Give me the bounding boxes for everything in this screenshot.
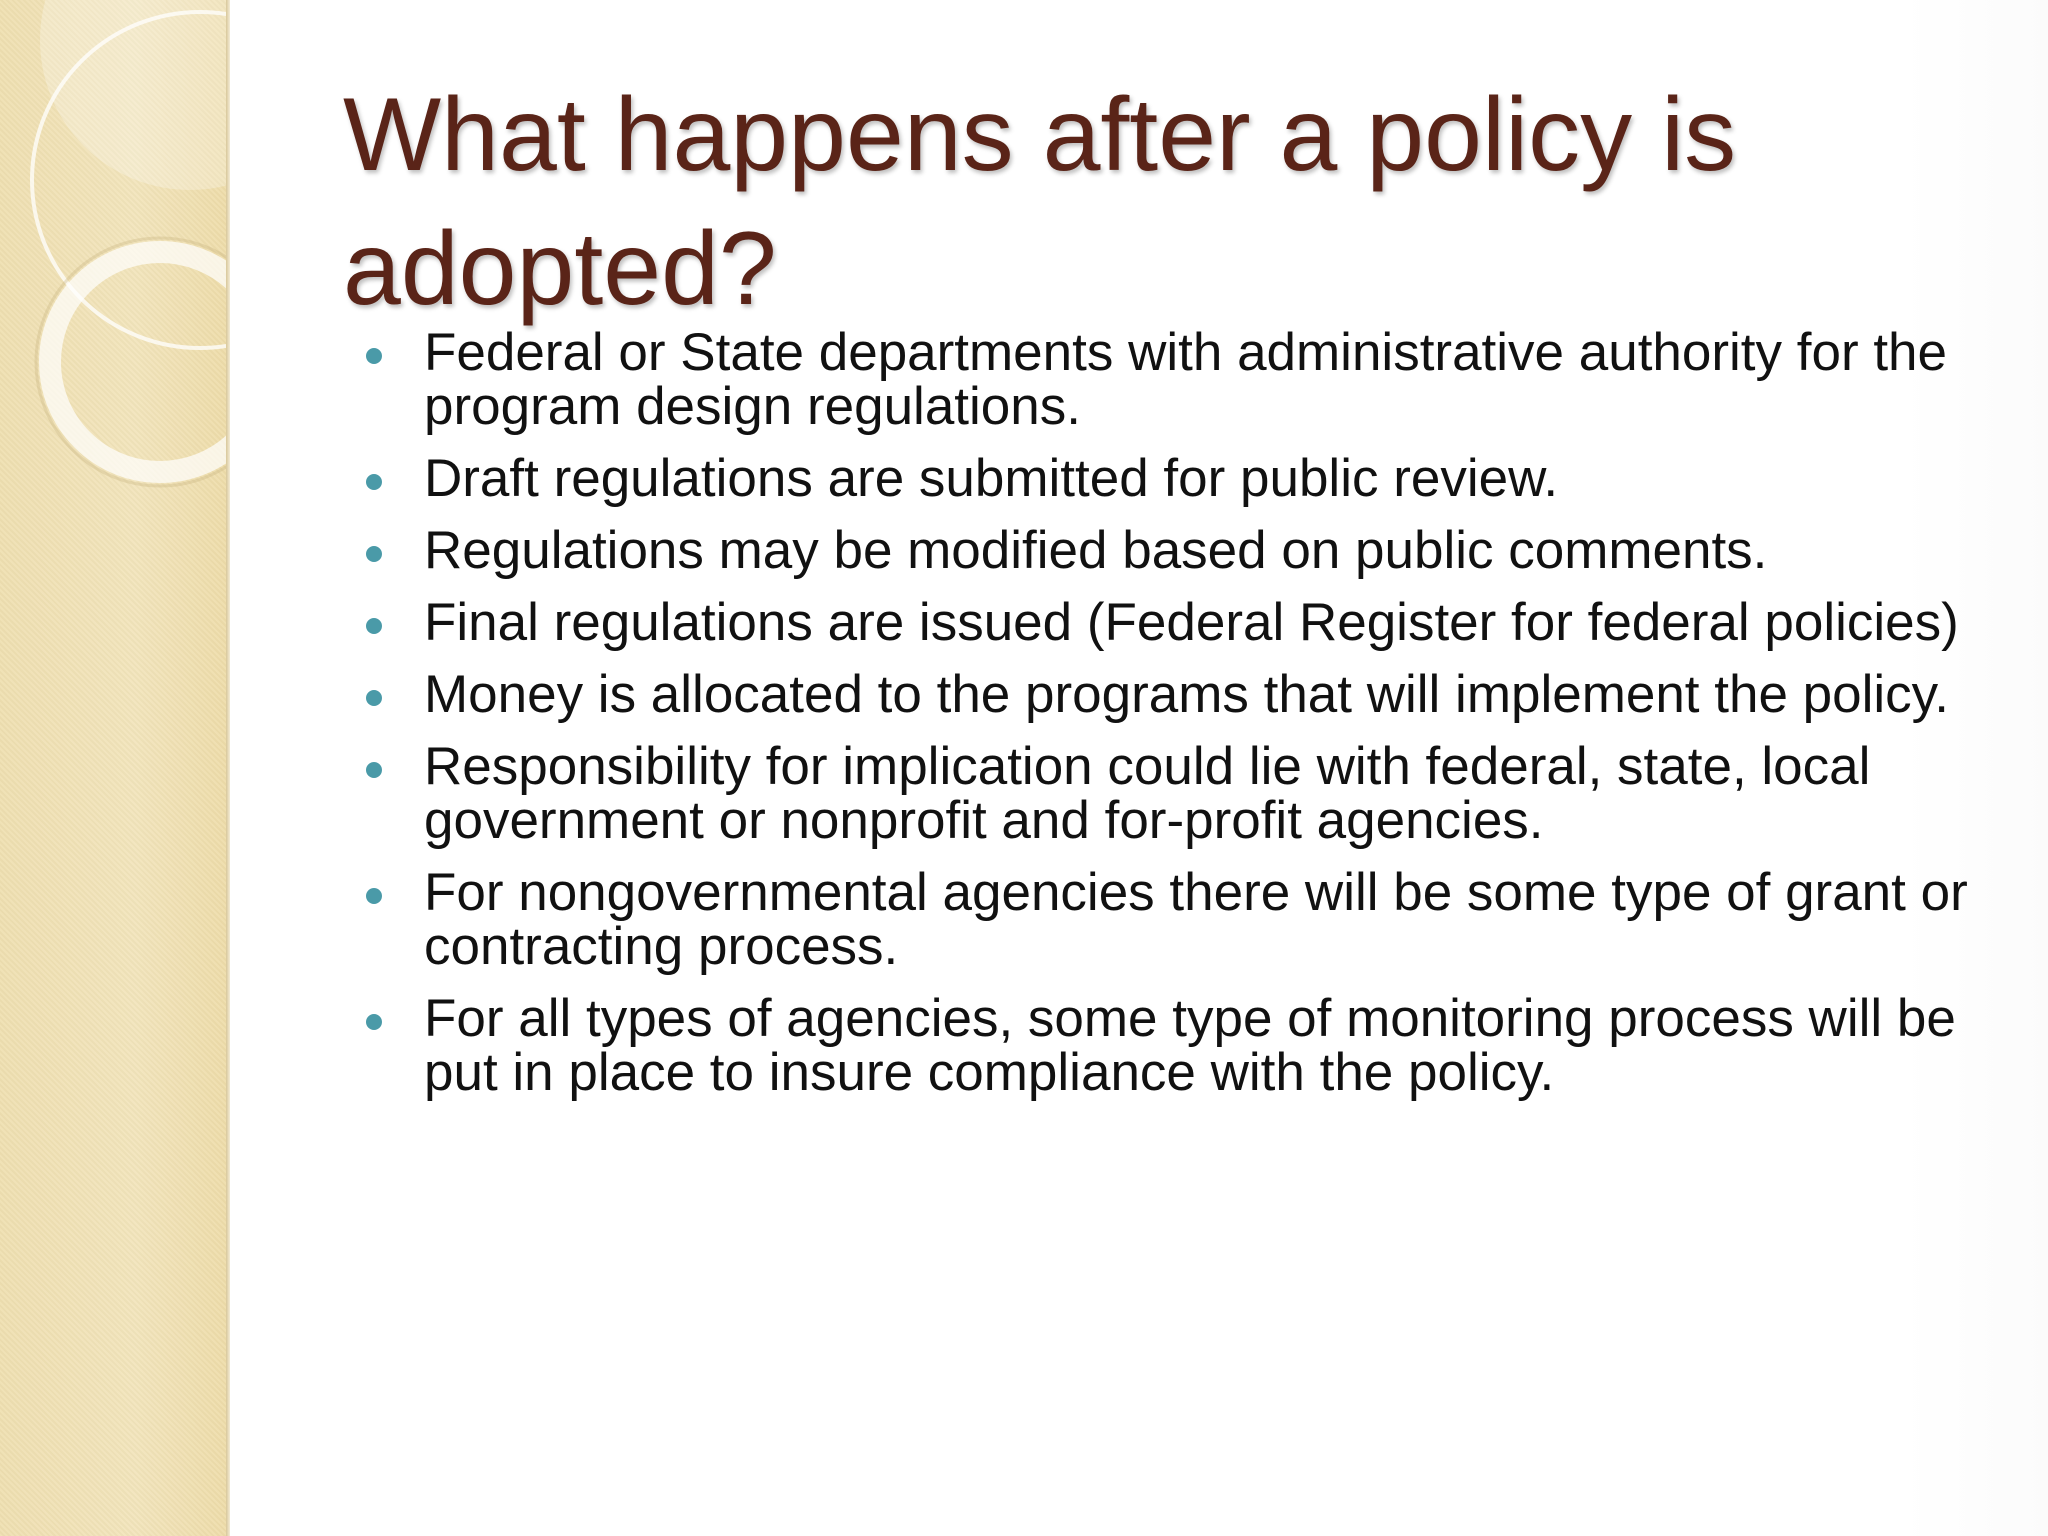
bullet-text: Responsibility for implication could lie with federal, state, local government or nonprofit and for-profit agencies. [424, 737, 1871, 850]
bullet-text: For nongovernmental agencies there will be some type of grant or contracting process. [424, 863, 1968, 976]
bullet-dot-icon [366, 546, 382, 562]
bullet-dot-icon [366, 762, 382, 778]
bullet-text: Draft regulations are submitted for public review. [424, 449, 1559, 508]
bullet-dot-icon [366, 690, 382, 706]
bullet-item [360, 593, 2000, 652]
bullet-dot-icon [366, 618, 382, 634]
bullet-item [360, 863, 2000, 976]
circle-rings-decoration [0, 0, 226, 1536]
bullet-text: Federal or State departments with administrative authority for the program design regulations. [424, 323, 1947, 436]
bullet-text: Money is allocated to the programs that will implement the policy. [424, 665, 1949, 724]
bullet-list [360, 323, 2000, 1118]
bullet-item [360, 323, 2000, 436]
bullet-item [360, 449, 2000, 508]
slide-title: What happens after a policy is adopted? [343, 77, 1737, 327]
bullet-text: Final regulations are issued (Federal Register for federal policies) [424, 593, 1959, 652]
bullet-item [360, 989, 2000, 1102]
bullet-item [360, 665, 2000, 724]
bullet-dot-icon [366, 888, 382, 904]
bullet-item [360, 737, 2000, 850]
bullet-item [360, 521, 2000, 580]
bullet-dot-icon [366, 474, 382, 490]
bullet-dot-icon [366, 1014, 382, 1030]
bullet-text: For all types of agencies, some type of monitoring process will be put in place to insure compliance with the policy. [424, 989, 1956, 1102]
bullet-dot-icon [366, 348, 382, 364]
side-decoration-panel [0, 0, 226, 1536]
bullet-text: Regulations may be modified based on public comments. [424, 521, 1768, 580]
